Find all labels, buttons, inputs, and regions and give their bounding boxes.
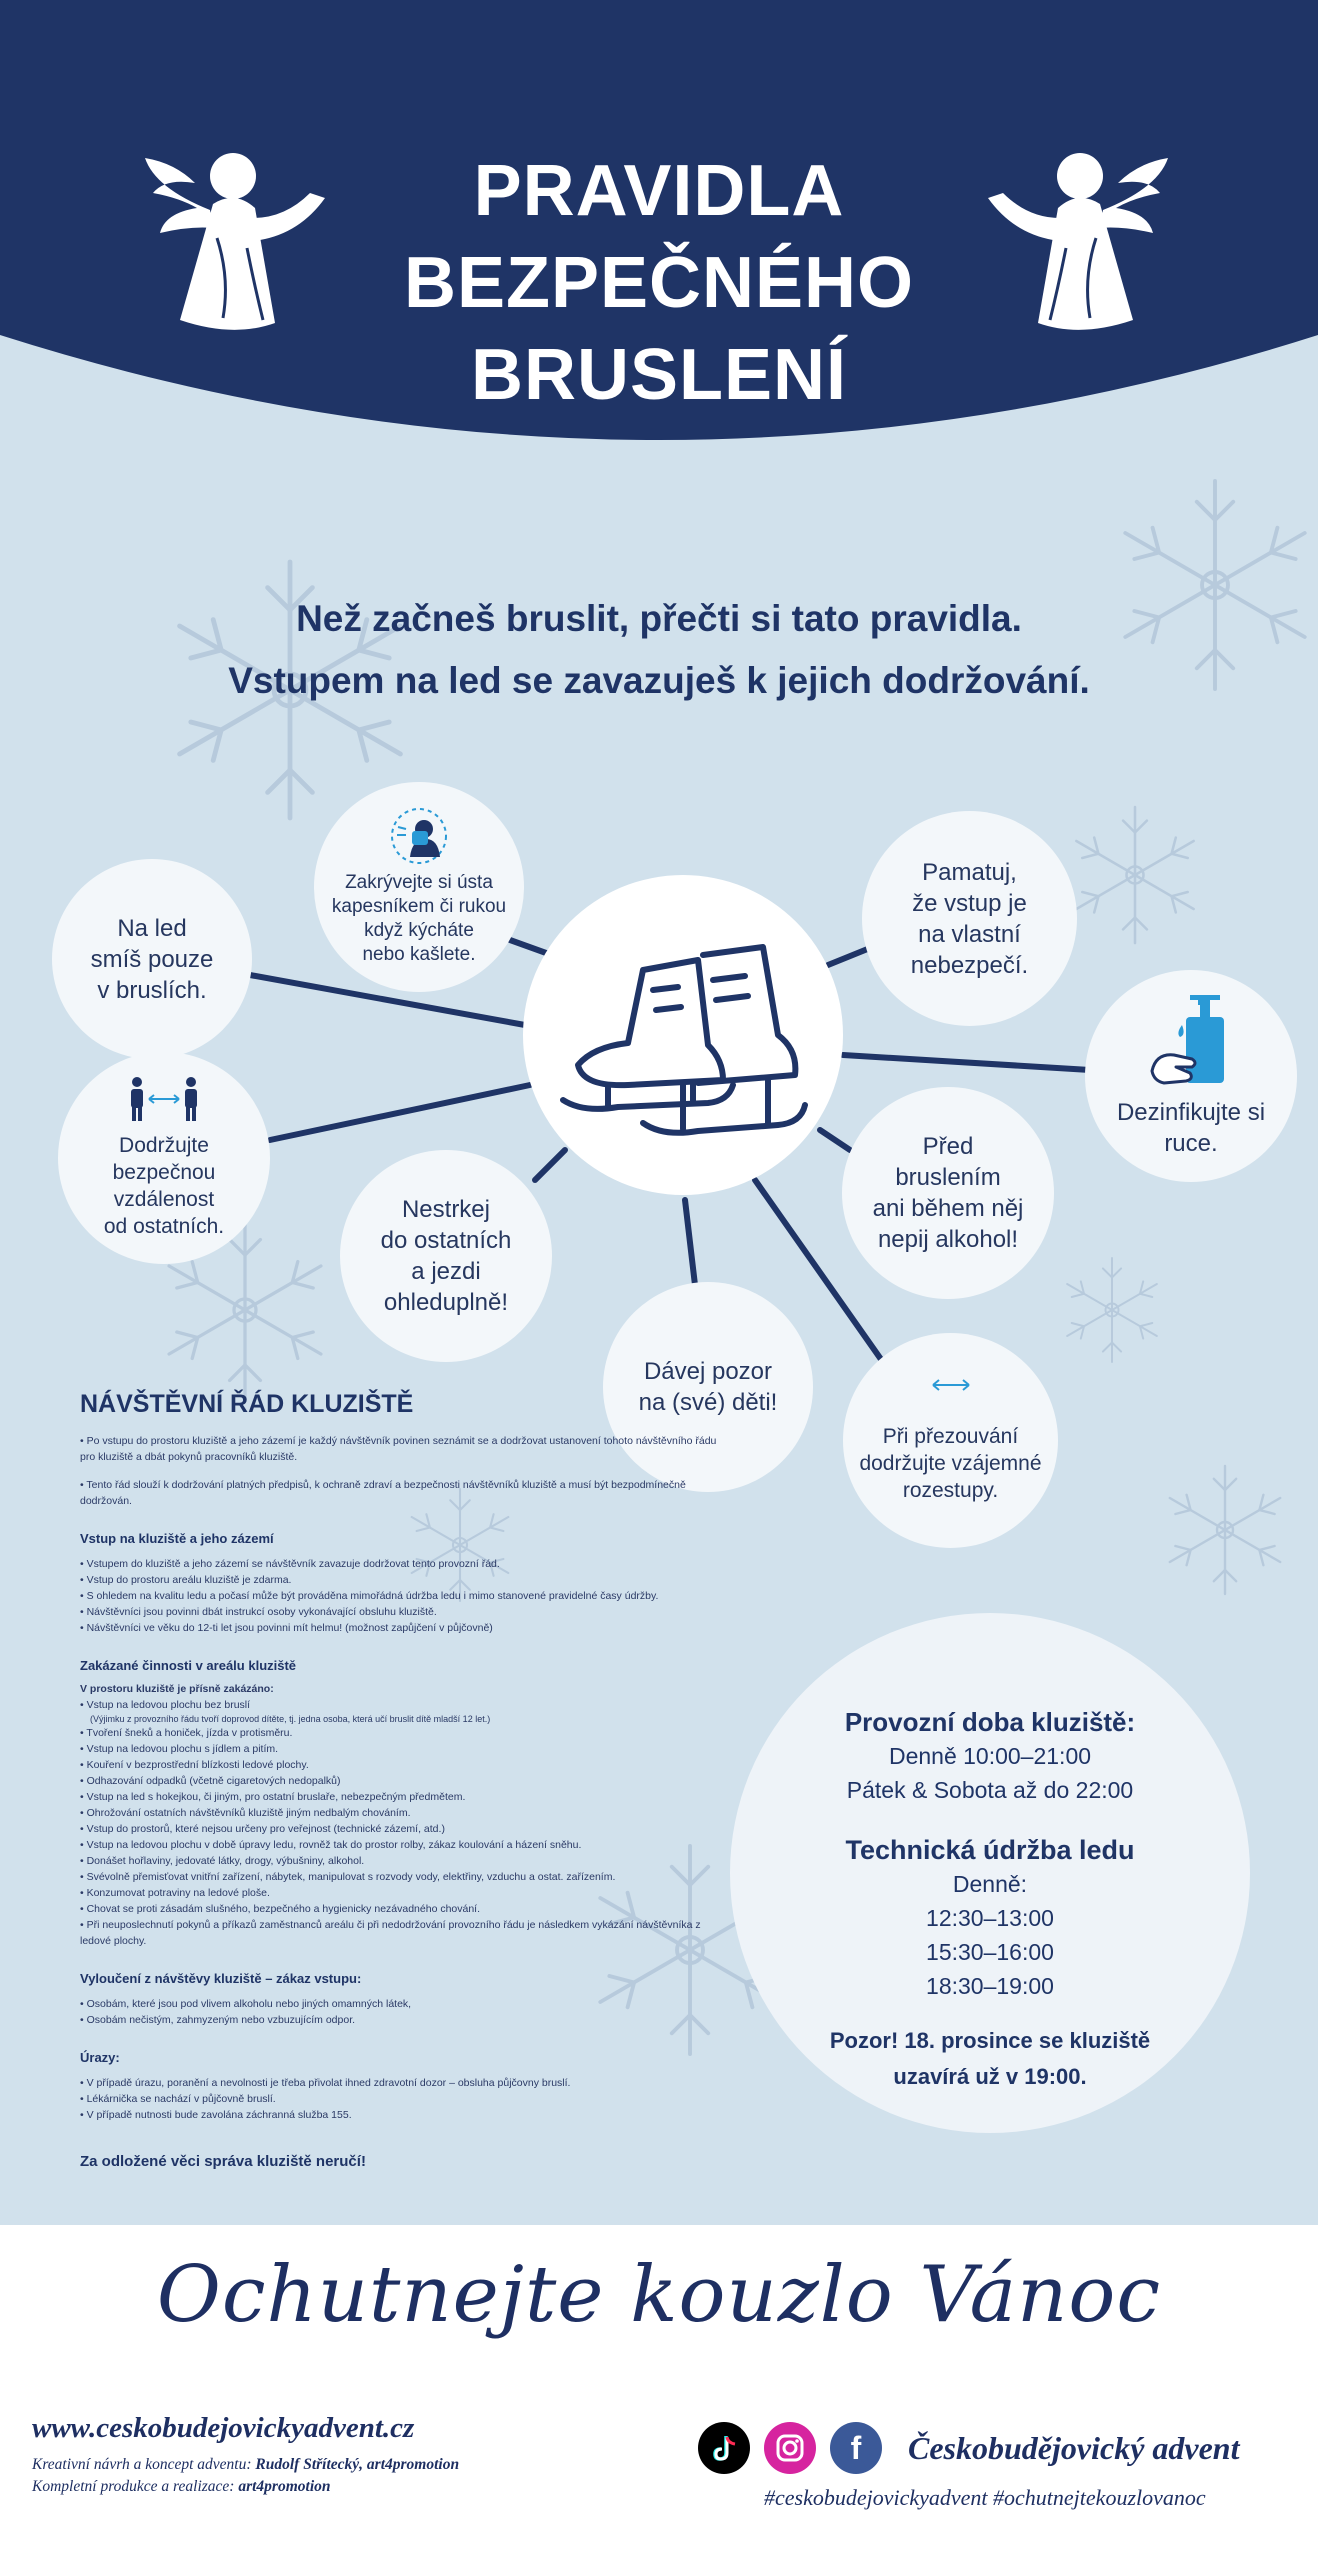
- forbidden-intro: V prostoru kluziště je přísně zakázáno:: [80, 1683, 274, 1695]
- rules-note: (Výjimku z provozního řádu tvoří doprovod dítěte, tj. jedna osoba, která učí bruslit dítě mladší 12 let.): [90, 1714, 491, 1724]
- rules-item: • Tvoření šneků a honiček, jízda v protisměru.: [80, 1727, 293, 1739]
- title-line: BRUSLENÍ: [470, 335, 847, 415]
- rule-own-risk: [862, 811, 1077, 1026]
- rules-item: • Ohrožování ostatních návštěvníků kluziště jiným nedbalým chováním.: [80, 1807, 411, 1819]
- rules-item: • Návštěvníci jsou povinni dbát instrukcí osoby vykonávající obsluhu kluziště.: [80, 1606, 437, 1618]
- rules-item: • Svévolně přemisťovat vnitřní zařízení, nábytek, manipulovat s rozvody vody, elektřiny, vzduchu a ostat. zařízením.: [80, 1871, 616, 1883]
- rules-item: • Osobám nečistým, zahmyzeným nebo vzbuzujícím odpor.: [80, 2014, 356, 2026]
- rules-item: • Konzumovat potraviny na ledové ploše.: [80, 1887, 270, 1899]
- rule-line: vzdálenost: [113, 1188, 215, 1211]
- rules-item: • Donášet hořlaviny, jedovaté látky, drogy, výbušniny, alkohol.: [80, 1855, 365, 1867]
- credit-value: art4promotion: [238, 2478, 331, 2495]
- hours-weekend: Pátek & Sobota až do 22:00: [846, 1777, 1134, 1803]
- rule-line: Dodržujte: [119, 1134, 209, 1157]
- injury-section-title: Úrazy:: [80, 2050, 120, 2065]
- rule-line: a jezdi: [411, 1258, 481, 1285]
- opening-hours: [730, 1613, 1250, 2133]
- rule-line: na (své) děti!: [638, 1389, 778, 1416]
- rule-line: Před: [922, 1133, 974, 1160]
- rule-line: nebo kašlete.: [362, 944, 476, 965]
- hours-title: Provozní doba kluziště:: [844, 1707, 1136, 1737]
- double-arrow-icon: [931, 1377, 971, 1393]
- facebook-icon[interactable]: f: [830, 2422, 882, 2474]
- forbidden-section-title: Zakázané činnosti v areálu kluziště: [80, 1658, 297, 1673]
- rule-line: do ostatních: [380, 1227, 512, 1254]
- maintenance-title: Technická údržba ledu: [845, 1835, 1135, 1865]
- rules-item: • Návštěvníci ve věku do 12-ti let jsou povinni mít helmu! (možnost zapůjčení v půjčovně): [80, 1622, 493, 1634]
- closing-warning: uzavírá už v 19:00.: [893, 2064, 1087, 2089]
- social-distance-icon: [127, 1076, 201, 1122]
- rule-line: ohleduplně!: [383, 1289, 509, 1316]
- rules-item: • Lékárnička se nachází v půjčovně bruslí.: [80, 2093, 276, 2105]
- rule-line: ani během něj: [872, 1195, 1024, 1222]
- rules-item: • Vstup do prostorů, které nejsou určeny pro veřejnost (technické zázemí, atd.): [80, 1823, 445, 1835]
- rule-spacing-changing: [843, 1333, 1058, 1548]
- rules-item: • Vstup do prostoru areálu kluziště je zdarma.: [80, 1574, 292, 1586]
- rules-item: • Vstup na ledovou plochu v době úpravy ledu, rovněž tak do prostor rolby, zákaz koulování a házení sněhu.: [80, 1839, 582, 1851]
- credit-label: Kreativní návrh a koncept adventu:: [32, 2456, 256, 2473]
- lost-items-note: Za odložené věci správa kluziště neručí!: [80, 2153, 366, 2170]
- rule-line: když kýcháte: [364, 920, 474, 941]
- instagram-icon[interactable]: [764, 2422, 816, 2474]
- visitor-rules: [80, 1390, 720, 2170]
- rule-keep-distance: [58, 1052, 270, 1264]
- rule-line: nepij alkohol!: [877, 1226, 1019, 1253]
- rule-line: kapesníkem či rukou: [331, 896, 507, 917]
- rules-item: • V případě úrazu, poranění a nevolnosti je třeba přivolat ihned zdravotní dozor – obsluha půjčovny bruslí.: [80, 2077, 571, 2089]
- rule-line: dodržujte vzájemné: [859, 1452, 1042, 1475]
- slogan: Ochutnejte kouzlo Vánoc: [156, 2250, 1162, 2340]
- tiktok-icon[interactable]: [698, 2422, 750, 2474]
- website-link[interactable]: www.ceskobudejovickyadvent.cz: [32, 2412, 415, 2444]
- maintenance-slot: 15:30–16:00: [926, 1939, 1054, 1965]
- rule-line: od ostatních.: [103, 1215, 225, 1238]
- rules-item: • Chovat se proti zásadám slušného, bezpečného a hygienicky nezávadného chování.: [80, 1903, 481, 1915]
- rule-line: Dávej pozor: [643, 1358, 773, 1385]
- rule-line: v bruslích.: [97, 976, 207, 1004]
- rule-line: rozestupy.: [902, 1479, 999, 1502]
- intro-line-1: Než začneš bruslit, přečti si tato pravidla.: [296, 598, 1022, 639]
- title-line: BEZPEČNÉHO: [403, 243, 915, 323]
- rule-line: Nestrkej: [401, 1196, 490, 1223]
- rules-item: • V případě nutnosti bude zavolána záchranná služba 155.: [80, 2109, 352, 2121]
- hours-daily: Denně 10:00–21:00: [888, 1743, 1092, 1769]
- rules-item: • Vstupem do kluziště a jeho zázemí se návštěvník zavazuje dodržovat tento provozní řád.: [80, 1558, 500, 1570]
- credit-line: [32, 2478, 331, 2496]
- visitor-rules-title: NÁVŠTĚVNÍ ŘÁD KLUZIŠTĚ: [80, 1390, 414, 1418]
- credit-line: [32, 2456, 459, 2474]
- hashtags: #ceskobudejovickyadvent #ochutnejtekouzlovanoc: [764, 2485, 1206, 2510]
- rule-line: Pamatuj,: [922, 858, 1017, 886]
- rule-line: na vlastní: [918, 920, 1021, 948]
- credit-value: Rudolf Střítecký, art4promotion: [255, 2456, 460, 2473]
- entry-section-title: Vstup na kluziště a jeho zázemí: [80, 1531, 274, 1546]
- rules-item: • Při neuposlechnutí pokynů a příkazů zaměstnanců areálu či při nedodržování provozního řádu je následkem vykázání návštěvníka z ledové plochy.: [80, 1919, 701, 1947]
- maintenance-slot: 12:30–13:00: [926, 1905, 1054, 1931]
- credit-label: Kompletní produkce a realizace:: [32, 2478, 239, 2495]
- rules-item: • Vstup na led s hokejkou, či jiným, pro ostatní bruslaře, nebezpečným předmětem.: [80, 1791, 466, 1803]
- maintenance-label: Denně:: [952, 1871, 1028, 1897]
- closing-warning: Pozor! 18. prosince se kluziště: [829, 2028, 1151, 2053]
- rule-no-pushing: [340, 1150, 552, 1362]
- rule-cover-mouth: [314, 782, 524, 992]
- ice-skates-icon: [523, 875, 843, 1195]
- rule-no-alcohol: [842, 1087, 1054, 1299]
- rule-line: že vstup je: [912, 889, 1027, 917]
- rule-line: Na led: [117, 914, 187, 942]
- rule-line: Dezinfikujte si: [1116, 1099, 1266, 1126]
- rules-item: • Vstup na ledovou plochu bez bruslí: [80, 1699, 251, 1711]
- rule-skates-only: [52, 859, 252, 1059]
- rule-line: Při přezouvání: [882, 1425, 1019, 1448]
- hand-sanitizer-icon: [1146, 993, 1236, 1093]
- sneeze-icon: [388, 807, 450, 865]
- rules-item: • S ohledem na kvalitu ledu a počasí může být prováděna mimořádná údržba ledu i mimo stanovené pravidelné časy údržby.: [80, 1590, 659, 1602]
- rules-item: • Vstup na ledovou plochu s jídlem a pitím.: [80, 1743, 279, 1755]
- rule-line: smíš pouze: [90, 945, 214, 973]
- maintenance-slot: 18:30–19:00: [926, 1973, 1054, 1999]
- intro-line-2: Vstupem na led se zavazuješ k jejich dodržování.: [228, 660, 1090, 701]
- rules-paragraph: • Po vstupu do prostoru kluziště a jeho zázemí je každý návštěvník povinen seznámit se a dodržovat ustanovení tohoto návštěvního řádu pro kluziště a dbát pokynů pracovníků kluziště.: [80, 1435, 717, 1463]
- rule-disinfect: [1085, 970, 1297, 1182]
- rule-line: bruslením: [895, 1164, 1001, 1191]
- rule-line: bezpečnou: [112, 1161, 216, 1184]
- rules-item: • Odhazování odpadků (včetně cigaretových nedopalků): [80, 1775, 341, 1787]
- rule-line: Zakrývejte si ústa: [345, 872, 493, 893]
- rules-item: • Kouření v bezprostřední blízkosti ledové plochy.: [80, 1759, 309, 1771]
- title-line: PRAVIDLA: [473, 151, 845, 231]
- rule-line: nebezpečí.: [910, 951, 1029, 979]
- rules-paragraph: • Tento řád slouží k dodržování platných předpisů, k ochraně zdraví a bezpečnosti návštěvníků kluziště a musí být bezpodmínečně dodržován.: [80, 1479, 686, 1507]
- brand-name: Českobudějovický advent: [908, 2430, 1240, 2466]
- skates-hub: [523, 875, 843, 1195]
- rules-item: • Osobám, které jsou pod vlivem alkoholu nebo jiných omamných látek,: [80, 1998, 412, 2010]
- rule-line: ruce.: [1164, 1130, 1218, 1157]
- exclusion-section-title: Vyloučení z návštěvy kluziště – zákaz vstupu:: [80, 1971, 362, 1986]
